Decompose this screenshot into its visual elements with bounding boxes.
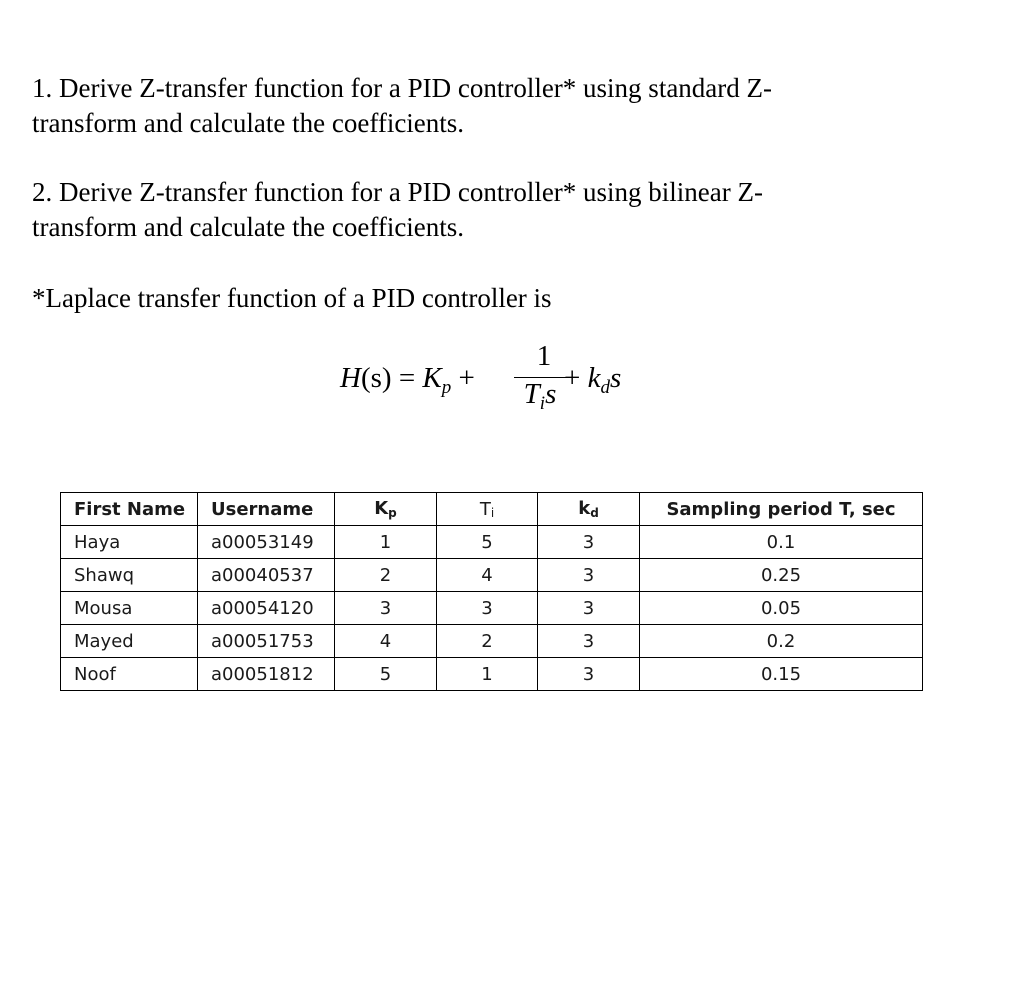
cell-kp: 3 bbox=[335, 592, 437, 625]
cell-sampling: 0.05 bbox=[640, 592, 923, 625]
laplace-note-text: *Laplace transfer function of a PID controller is bbox=[32, 283, 552, 313]
cell-sampling: 0.25 bbox=[640, 559, 923, 592]
cell-username: a00053149 bbox=[198, 526, 335, 559]
header-ti: Ti bbox=[437, 493, 538, 526]
table-row bbox=[61, 559, 923, 592]
header-username: Username bbox=[198, 493, 335, 526]
question-2 bbox=[32, 175, 892, 245]
cell-first-name: Haya bbox=[61, 526, 198, 559]
cell-sampling: 0.2 bbox=[640, 625, 923, 658]
cell-username: a00051812 bbox=[198, 658, 335, 691]
student-parameters-table bbox=[60, 492, 923, 691]
question-1-line-1: 1. Derive Z-transfer function for a PID controller* using standard Z- bbox=[32, 73, 773, 103]
cell-ti: 2 bbox=[437, 625, 538, 658]
cell-ti: 4 bbox=[437, 559, 538, 592]
cell-kp: 2 bbox=[335, 559, 437, 592]
cell-kd: 3 bbox=[538, 625, 640, 658]
cell-first-name: Noof bbox=[61, 658, 198, 691]
cell-first-name: Shawq bbox=[61, 559, 198, 592]
cell-kp: 1 bbox=[335, 526, 437, 559]
question-2-line-1: 2. Derive Z-transfer function for a PID controller* using bilinear Z- bbox=[32, 177, 764, 207]
table-row bbox=[61, 592, 923, 625]
question-2-line-2: transform and calculate the coefficients. bbox=[32, 212, 465, 242]
cell-kp: 4 bbox=[335, 625, 437, 658]
cell-ti: 1 bbox=[437, 658, 538, 691]
cell-username: a00051753 bbox=[198, 625, 335, 658]
question-1 bbox=[32, 71, 892, 141]
cell-sampling: 0.1 bbox=[640, 526, 923, 559]
fraction-denominator: $T_is$ bbox=[523, 378, 557, 414]
cell-kd: 3 bbox=[538, 559, 640, 592]
cell-first-name: Mayed bbox=[61, 625, 198, 658]
fraction-numerator: 1 bbox=[536, 340, 552, 372]
header-first-name: First Name bbox=[61, 493, 198, 526]
cell-kd: 3 bbox=[538, 526, 640, 559]
cell-ti: 5 bbox=[437, 526, 538, 559]
formula-lhs: $H(s) = K_p$ + bbox=[340, 362, 475, 398]
cell-kd: 3 bbox=[538, 658, 640, 691]
cell-first-name: Mousa bbox=[61, 592, 198, 625]
cell-kp: 5 bbox=[335, 658, 437, 691]
cell-sampling: 0.15 bbox=[640, 658, 923, 691]
laplace-note bbox=[32, 281, 892, 316]
cell-username: a00054120 bbox=[198, 592, 335, 625]
table-row bbox=[61, 526, 923, 559]
header-kp: Kp bbox=[335, 493, 437, 526]
cell-kd: 3 bbox=[538, 592, 640, 625]
table-row bbox=[61, 658, 923, 691]
cell-username: a00040537 bbox=[198, 559, 335, 592]
header-kd: kd bbox=[538, 493, 640, 526]
question-1-line-2: transform and calculate the coefficients. bbox=[32, 108, 465, 138]
table-header-row bbox=[61, 493, 923, 526]
table-row bbox=[61, 625, 923, 658]
cell-ti: 3 bbox=[437, 592, 538, 625]
formula-derivative-term: + $k_ds$ bbox=[564, 362, 622, 398]
header-sampling-period: Sampling period T, sec bbox=[640, 493, 923, 526]
